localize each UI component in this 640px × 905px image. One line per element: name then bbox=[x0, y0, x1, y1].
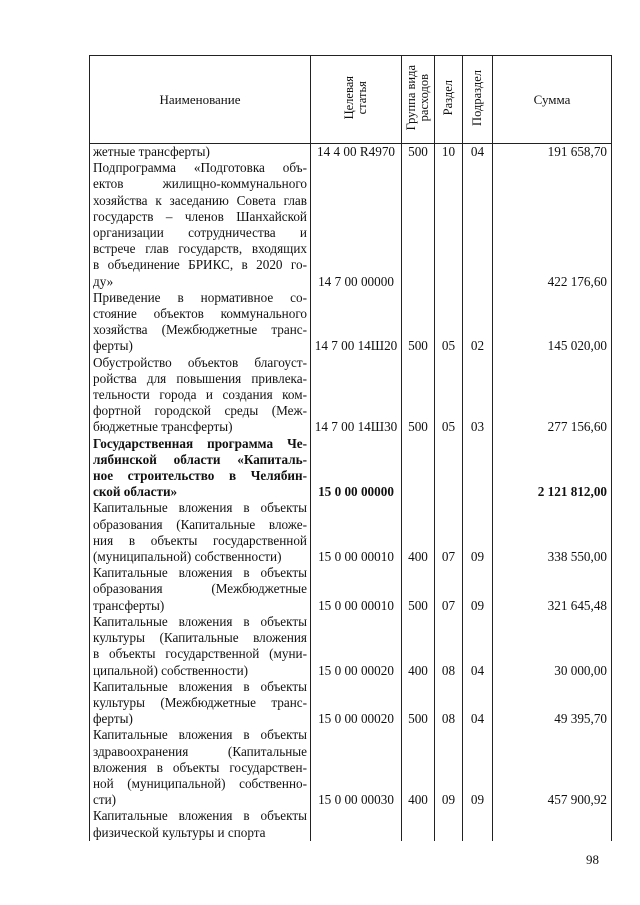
row-name-line: ния в объекты государственной bbox=[93, 532, 307, 548]
row-code: 15 0 00 00020 bbox=[311, 679, 402, 728]
row-group: 500 bbox=[402, 355, 435, 436]
row-name-line: Подпрограмма «Подготовка объ- bbox=[93, 160, 307, 176]
row-name-line: встрече глав государств, входящих bbox=[93, 241, 307, 257]
row-name bbox=[90, 614, 311, 679]
row-section: 09 bbox=[435, 727, 463, 808]
header-section-cell bbox=[435, 56, 463, 144]
row-name-line: Капитальные вложения в объекты bbox=[93, 727, 307, 743]
row-group: 500 bbox=[402, 144, 435, 161]
row-sum: 2 121 812,00 bbox=[493, 436, 612, 501]
row-name-line: физической культуры и спорта bbox=[93, 824, 266, 840]
row-name-line: Капитальные вложения в объекты bbox=[93, 565, 307, 581]
row-name bbox=[90, 500, 311, 565]
row-name-line: образования (Капитальные вложе- bbox=[93, 516, 307, 532]
row-name-line: вложения в объекты государствен- bbox=[93, 759, 307, 775]
row-name-line: Капитальные вложения в объекты bbox=[93, 613, 307, 629]
row-section bbox=[435, 436, 463, 501]
row-group bbox=[402, 808, 435, 840]
row-name-line: ской области» bbox=[93, 484, 178, 500]
table-row bbox=[90, 500, 612, 565]
row-group: 400 bbox=[402, 500, 435, 565]
row-section bbox=[435, 160, 463, 290]
header-name: Наименование bbox=[90, 56, 311, 144]
row-sum: 457 900,92 bbox=[493, 727, 612, 808]
row-name bbox=[90, 727, 311, 808]
row-section: 08 bbox=[435, 679, 463, 728]
table-row bbox=[90, 565, 612, 614]
row-name-line: государств – членов Шанхайской bbox=[93, 208, 307, 224]
row-name-line: тельности города и создания ком- bbox=[93, 387, 307, 403]
row-sum: 145 020,00 bbox=[493, 290, 612, 355]
row-sum: 321 645,48 bbox=[493, 565, 612, 614]
row-section: 08 bbox=[435, 614, 463, 679]
row-subsection bbox=[463, 808, 493, 840]
row-name-line: здравоохранения (Капитальные bbox=[93, 743, 307, 759]
row-name-line: стояние объектов коммунального bbox=[93, 306, 307, 322]
header-section: Раздел bbox=[441, 79, 455, 116]
row-subsection: 02 bbox=[463, 290, 493, 355]
row-section: 05 bbox=[435, 290, 463, 355]
budget-table-container bbox=[89, 55, 611, 841]
table-row bbox=[90, 355, 612, 436]
row-sum bbox=[493, 808, 612, 840]
row-name-line: сти) bbox=[93, 792, 117, 808]
row-subsection: 04 bbox=[463, 679, 493, 728]
row-subsection: 03 bbox=[463, 355, 493, 436]
row-section: 10 bbox=[435, 144, 463, 161]
table-row bbox=[90, 290, 612, 355]
table-row bbox=[90, 160, 612, 290]
row-name-line: хозяйства к заседанию Совета глав bbox=[93, 192, 307, 208]
row-subsection bbox=[463, 160, 493, 290]
row-code: 15 0 00 00000 bbox=[311, 436, 402, 501]
row-name bbox=[90, 565, 311, 614]
row-name-line: Обустройство объектов благоуст- bbox=[93, 354, 307, 370]
row-name-line: организации сотрудничества и bbox=[93, 225, 307, 241]
row-name-line: Приведение в нормативное со- bbox=[93, 289, 307, 305]
row-group: 500 bbox=[402, 565, 435, 614]
row-name-line: фортной городской среды (Меж- bbox=[93, 403, 307, 419]
table-body bbox=[90, 144, 612, 841]
row-code bbox=[311, 808, 402, 840]
row-name-line: ципальной) собственности) bbox=[93, 662, 249, 678]
row-name bbox=[90, 679, 311, 728]
row-name-line: жетные трансферты) bbox=[93, 144, 210, 159]
row-name-line: ферты) bbox=[93, 338, 133, 354]
row-subsection: 09 bbox=[463, 500, 493, 565]
row-code: 14 7 00 00000 bbox=[311, 160, 402, 290]
row-name-line: ной (муниципальной) собственно- bbox=[93, 775, 307, 791]
row-sum: 191 658,70 bbox=[493, 144, 612, 161]
row-subsection: 04 bbox=[463, 144, 493, 161]
row-name-line: бюджетные трансферты) bbox=[93, 419, 233, 435]
row-name-line: образования (Межбюджетные bbox=[93, 581, 307, 597]
row-name-line: хозяйства (Межбюджетные транс- bbox=[93, 322, 307, 338]
row-group: 400 bbox=[402, 727, 435, 808]
row-name-line: в объекты государственной (муни- bbox=[93, 646, 307, 662]
row-name-line: Капитальные вложения в объекты bbox=[93, 808, 307, 824]
row-name bbox=[90, 144, 311, 161]
row-name-line: культуры (Капитальные вложения bbox=[93, 630, 307, 646]
table-header bbox=[90, 56, 612, 144]
row-sum: 49 395,70 bbox=[493, 679, 612, 728]
header-subsection-cell bbox=[463, 56, 493, 144]
table-row bbox=[90, 727, 612, 808]
table-row bbox=[90, 614, 612, 679]
row-name-line: ферты) bbox=[93, 711, 133, 727]
table-row bbox=[90, 436, 612, 501]
page-number: 98 bbox=[586, 852, 599, 867]
row-code: 14 7 00 14Ш20 bbox=[311, 290, 402, 355]
row-name bbox=[90, 290, 311, 355]
header-code: Целевая статья bbox=[342, 75, 369, 120]
row-sum: 30 000,00 bbox=[493, 614, 612, 679]
header-code-cell bbox=[311, 56, 402, 144]
row-name-line: ектов жилищно-коммунального bbox=[93, 176, 307, 192]
row-name-line: ройства для повышения привлека- bbox=[93, 370, 307, 386]
table-row bbox=[90, 679, 612, 728]
row-subsection: 09 bbox=[463, 565, 493, 614]
row-sum: 422 176,60 bbox=[493, 160, 612, 290]
row-subsection: 04 bbox=[463, 614, 493, 679]
row-name-line: в объединение БРИКС, в 2020 го- bbox=[93, 257, 307, 273]
header-group-cell bbox=[402, 56, 435, 144]
row-name bbox=[90, 808, 311, 840]
row-code: 14 7 00 14Ш30 bbox=[311, 355, 402, 436]
row-section: 05 bbox=[435, 355, 463, 436]
header-group: Группа вида расходов bbox=[404, 64, 431, 131]
row-code: 14 4 00 R4970 bbox=[311, 144, 402, 161]
row-name-line: ду» bbox=[93, 273, 114, 289]
row-name bbox=[90, 436, 311, 501]
row-group: 400 bbox=[402, 614, 435, 679]
row-code: 15 0 00 00010 bbox=[311, 500, 402, 565]
row-name-line: ное строительство в Челябин- bbox=[93, 468, 307, 484]
header-subsection: Подраздел bbox=[470, 69, 484, 126]
row-name-line: лябинской области «Капиталь- bbox=[93, 451, 307, 467]
row-name-line: культуры (Межбюджетные транс- bbox=[93, 694, 307, 710]
row-name-line: (муниципальной) собственности) bbox=[93, 549, 282, 565]
table-row bbox=[90, 808, 612, 840]
row-section bbox=[435, 808, 463, 840]
row-name-line: Капитальные вложения в объекты bbox=[93, 500, 307, 516]
row-code: 15 0 00 00020 bbox=[311, 614, 402, 679]
header-sum: Сумма bbox=[493, 56, 612, 144]
row-subsection: 09 bbox=[463, 727, 493, 808]
row-name bbox=[90, 355, 311, 436]
row-name-line: Государственная программа Че- bbox=[93, 435, 307, 451]
row-code: 15 0 00 00010 bbox=[311, 565, 402, 614]
row-subsection bbox=[463, 436, 493, 501]
row-name-line: трансферты) bbox=[93, 597, 165, 613]
row-group: 500 bbox=[402, 290, 435, 355]
row-code: 15 0 00 00030 bbox=[311, 727, 402, 808]
row-sum: 338 550,00 bbox=[493, 500, 612, 565]
budget-table bbox=[89, 55, 612, 841]
row-group: 500 bbox=[402, 679, 435, 728]
row-section: 07 bbox=[435, 565, 463, 614]
row-sum: 277 156,60 bbox=[493, 355, 612, 436]
row-section: 07 bbox=[435, 500, 463, 565]
row-name bbox=[90, 160, 311, 290]
row-group bbox=[402, 160, 435, 290]
table-row bbox=[90, 144, 612, 161]
row-name-line: Капитальные вложения в объекты bbox=[93, 678, 307, 694]
row-group bbox=[402, 436, 435, 501]
